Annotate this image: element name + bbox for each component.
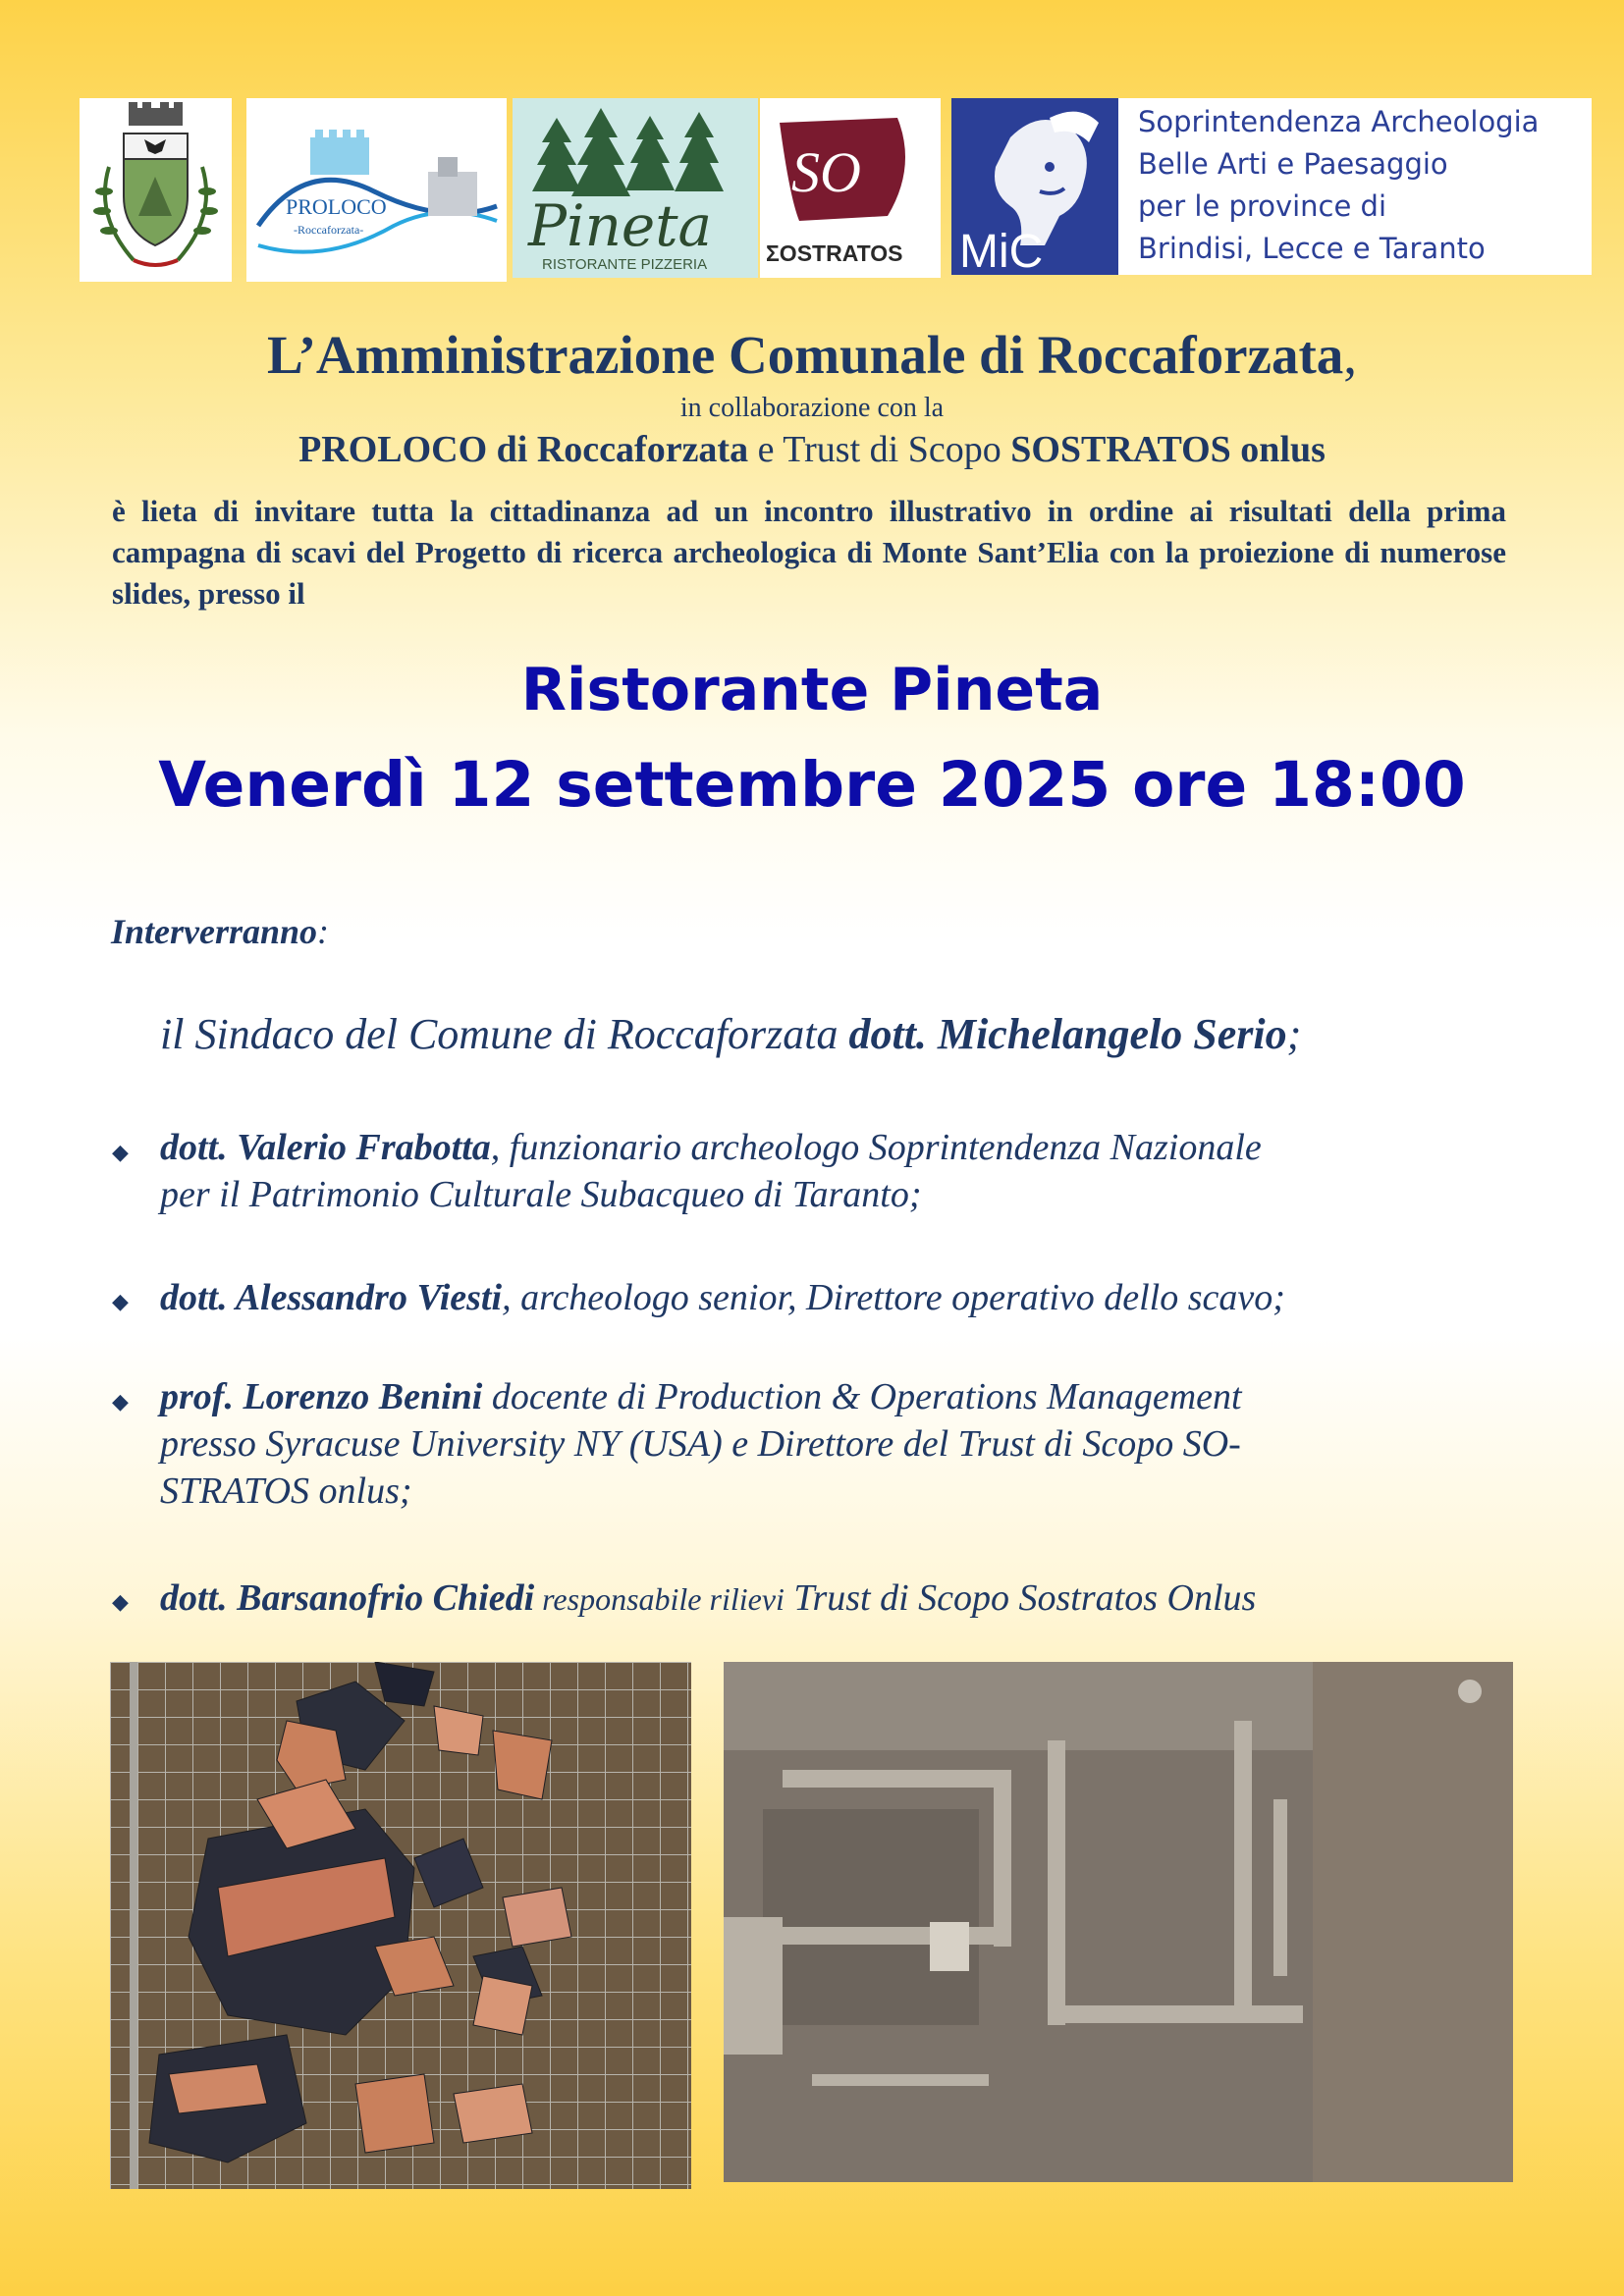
administration-title xyxy=(0,324,1624,386)
mayor-prefix: il Sindaco del Comune di Roccaforzata xyxy=(160,1010,849,1058)
mic-badge-text: MiC xyxy=(959,226,1044,275)
pineta-logo-subtext: RISTORANTE PIZZERIA xyxy=(542,256,708,273)
speaker-1-line-1 xyxy=(160,1124,1535,1171)
speaker-4-name: dott. Barsanofrio Chiedi xyxy=(160,1577,535,1619)
speaker-3-name: prof. Lorenzo Benini xyxy=(160,1376,483,1417)
speaker-3 xyxy=(160,1373,1535,1515)
soprintendenza-line-4: Brindisi, Lecce e Taranto xyxy=(1138,232,1486,265)
sostratos-logo-so: SO xyxy=(791,140,861,204)
speaker-1-line-2: per il Patrimonio Culturale Subacqueo di Taranto; xyxy=(160,1174,922,1215)
speakers-label xyxy=(111,911,329,952)
partner-sostratos: SOSTRATOS onlus xyxy=(1010,429,1326,470)
invitation-paragraph: è lieta di invitare tutta la cittadinanza ad un incontro illustrativo in ordine ai risultati della prima campagna di scavi del Progetto di ricerca archeologica di Monte Sant’Elia con la proiezione di numerose slides, presso il xyxy=(112,494,1506,611)
bullet-2: ◆ xyxy=(112,1290,129,1314)
speaker-3-line-2: presso Syracuse University NY (USA) e Direttore del Trust di Scopo SO- xyxy=(160,1423,1241,1465)
bullet-4: ◆ xyxy=(112,1590,129,1615)
pineta-logo-text: Pineta xyxy=(528,192,713,259)
coat-of-arms-logo xyxy=(80,98,232,282)
partner-join: e Trust di Scopo xyxy=(748,429,1011,470)
speaker-4-role: Trust di Scopo Sostratos Onlus xyxy=(784,1577,1257,1619)
proloco-logo-text: PROLOCO xyxy=(286,194,387,219)
speaker-1-role: , funzionario archeologo Soprintendenza Nazionale xyxy=(490,1127,1262,1168)
event-datetime: Venerdì 12 settembre 2025 ore 18:00 xyxy=(158,749,1466,821)
sostratos-logo-text: ΣOSTRATOS xyxy=(766,240,903,266)
pottery-fragments-photo xyxy=(110,1662,691,2189)
excavation-site-photo xyxy=(724,1662,1513,2182)
sostratos-logo xyxy=(760,98,941,278)
mic-soprintendenza-logo xyxy=(951,98,1592,275)
mayor-name: dott. Michelangelo Serio xyxy=(848,1010,1287,1058)
speakers-label-text: Interverranno xyxy=(111,912,318,951)
bullet-3: ◆ xyxy=(112,1390,129,1415)
bullet-1: ◆ xyxy=(112,1141,129,1165)
partner-proloco: PROLOCO di Roccaforzata xyxy=(298,429,749,470)
mayor-suffix: ; xyxy=(1286,1010,1302,1058)
speaker-2-name: dott. Alessandro Viesti xyxy=(160,1277,503,1318)
event-venue: Ristorante Pineta xyxy=(520,656,1104,724)
soprintendenza-line-1: Soprintendenza Archeologia xyxy=(1138,105,1540,138)
speaker-1 xyxy=(160,1124,1535,1218)
administration-name: L’Amministrazione Comunale di Roccaforzata xyxy=(266,325,1344,385)
administration-title-comma: , xyxy=(1343,325,1358,385)
speaker-3-line-1 xyxy=(160,1373,1535,1420)
speaker-4-role-small: responsabile rilievi xyxy=(534,1581,785,1617)
collaboration-line: in collaborazione con la xyxy=(679,393,945,423)
speakers-label-colon: : xyxy=(317,912,330,951)
speaker-2 xyxy=(160,1274,1535,1321)
soprintendenza-line-3: per le province di xyxy=(1138,189,1387,223)
speaker-4 xyxy=(160,1575,1535,1623)
speaker-1-name: dott. Valerio Frabotta xyxy=(160,1127,491,1168)
speaker-2-role: , archeologo senior, Direttore operativo dello scavo; xyxy=(502,1277,1285,1318)
partners-line xyxy=(0,428,1624,471)
proloco-logo-subtext: -Roccaforzata- xyxy=(294,223,364,237)
speaker-3-role: docente di Production & Operations Management xyxy=(482,1376,1242,1417)
speaker-3-line-3: STRATOS onlus; xyxy=(160,1470,412,1512)
proloco-logo xyxy=(246,98,507,282)
soprintendenza-line-2: Belle Arti e Paesaggio xyxy=(1138,147,1448,181)
speaker-mayor xyxy=(160,1011,1535,1058)
pineta-logo xyxy=(513,98,758,278)
